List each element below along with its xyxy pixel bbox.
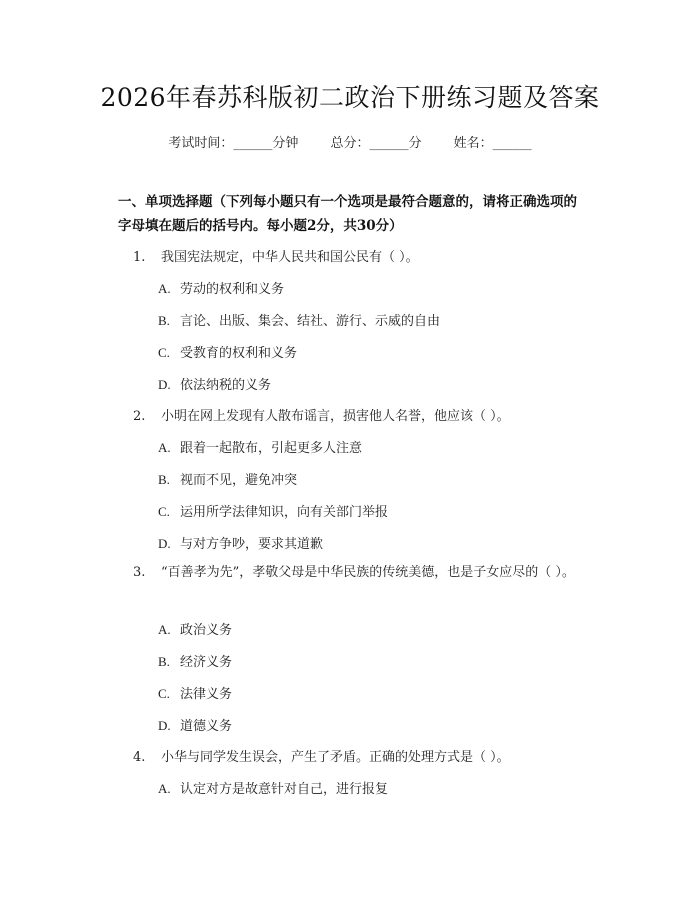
option-text: 劳动的权利和义务 [180, 282, 285, 297]
option-text: 言论、出版、集会、结社、游行、示威的自由 [180, 314, 441, 329]
option-letter: B. [158, 654, 170, 669]
exam-time: 考试时间：______分钟 [168, 136, 299, 151]
option-letter: C. [158, 345, 170, 360]
option-text: 认定对方是故意针对自己，进行报复 [180, 782, 389, 797]
student-name: 姓名：______ [453, 136, 532, 151]
option-letter: D. [158, 536, 171, 551]
option-text: 政治义务 [180, 623, 233, 638]
question-3-option-a [158, 619, 232, 638]
option-letter: A. [158, 781, 171, 796]
section-heading: 一、单项选择题（下列每小题只有一个选项是最符合题意的，请将正确选项的字母填在题后的括号内。每小题2分，共30分） [118, 194, 577, 234]
option-text: 运用所学法律知识，向有关部门举报 [180, 505, 389, 520]
question-text: “百善孝为先”，孝敬父母是中华民族的传统美德，也是子女应尽的（ ）。 [161, 565, 575, 580]
question-2 [133, 405, 510, 424]
question-4 [133, 746, 510, 765]
question-number: 4. [133, 750, 146, 765]
option-text: 视而不见，避免冲突 [180, 473, 298, 488]
question-text: 小明在网上发现有人散布谣言，损害他人名誉，他应该（ ）。 [161, 409, 510, 424]
option-text: 道德义务 [180, 719, 233, 734]
question-1-option-b [158, 310, 440, 329]
question-text: 我国宪法规定，中华人民共和国公民有（ ）。 [161, 250, 419, 265]
exam-info-line [0, 132, 700, 151]
option-text: 与对方争吵，要求其道歉 [180, 537, 324, 552]
option-text: 经济义务 [180, 655, 233, 670]
question-number: 2. [133, 409, 146, 424]
question-2-option-d [158, 533, 323, 552]
option-letter: A. [158, 281, 171, 296]
question-3-option-b [158, 651, 232, 670]
question-number: 1. [133, 250, 146, 265]
question-text: 小华与同学发生误会，产生了矛盾。正确的处理方式是（ ）。 [161, 750, 510, 765]
question-2-option-b [158, 469, 297, 488]
option-letter: C. [158, 686, 170, 701]
option-letter: D. [158, 377, 171, 392]
option-text: 法律义务 [180, 687, 233, 702]
question-3-option-d [158, 715, 232, 734]
question-4-option-a [158, 778, 388, 797]
question-2-option-a [158, 437, 362, 456]
option-letter: D. [158, 718, 171, 733]
total-score: 总分：______分 [330, 136, 422, 151]
question-1-option-d [158, 374, 271, 393]
question-3 [118, 562, 588, 584]
option-text: 跟着一起散布，引起更多人注意 [180, 441, 363, 456]
option-letter: A. [158, 440, 171, 455]
option-text: 受教育的权利和义务 [180, 346, 298, 361]
question-3-option-c [158, 683, 232, 702]
option-letter: A. [158, 622, 171, 637]
question-1 [133, 246, 419, 265]
option-letter: B. [158, 313, 170, 328]
option-letter: B. [158, 472, 170, 487]
document-title: 2026年春苏科版初二政治下册练习题及答案 [100, 83, 600, 112]
question-1-option-c [158, 342, 297, 361]
question-1-option-a [158, 278, 284, 297]
question-number: 3. [133, 565, 146, 580]
question-2-option-c [158, 501, 388, 520]
option-letter: C. [158, 504, 170, 519]
option-text: 依法纳税的义务 [180, 378, 272, 393]
